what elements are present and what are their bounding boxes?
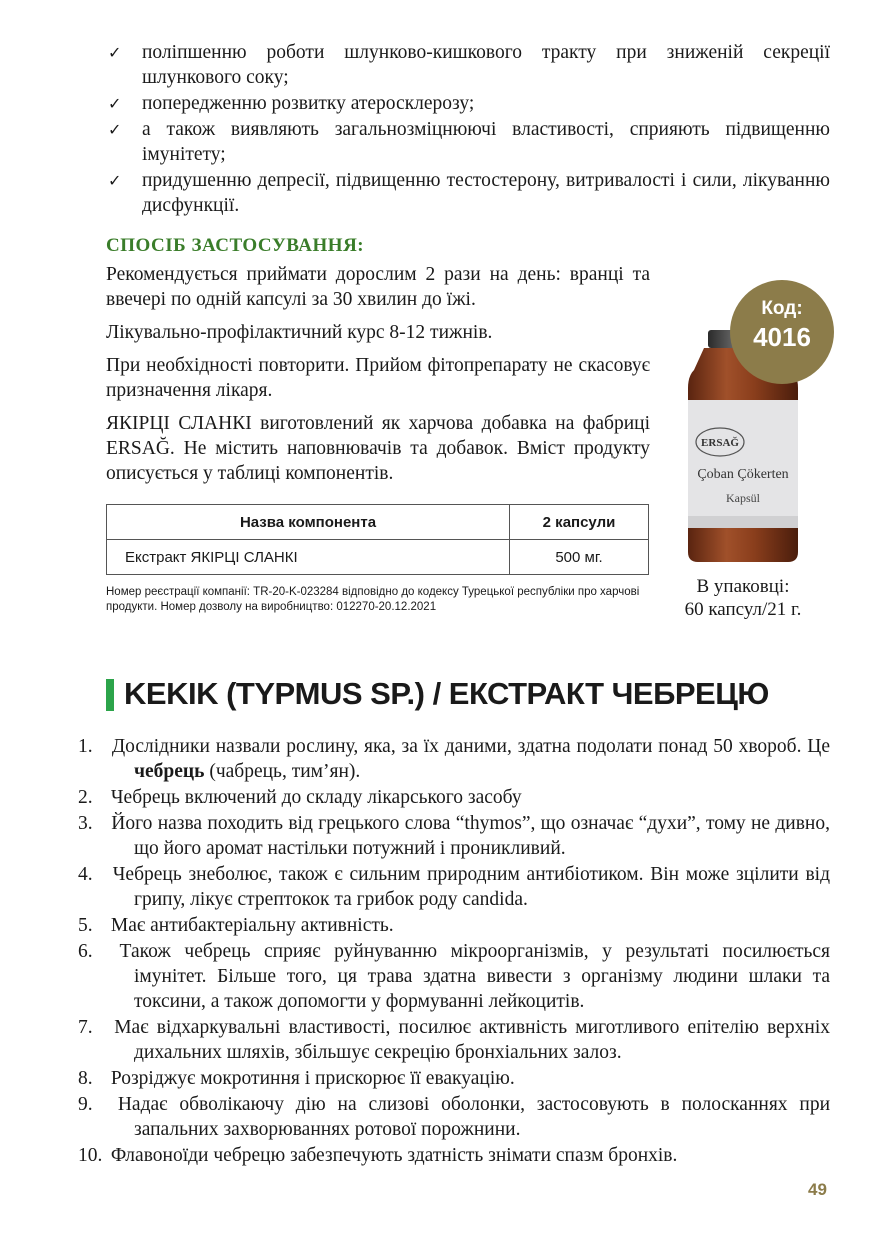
method-paragraph: ЯКІРЦІ СЛАНКІ виготовлений як харчова добавка на фабриці ERSAĞ. Не містить наповнювачів та добавок. Вміст продукту описується у таблиці компонентів. [106,413,650,484]
method-text [106,262,650,494]
table-cell-dose: 500 мг. [510,540,649,575]
table-header-row [107,505,649,540]
bottle-product-type: Kapsül [726,491,760,505]
checkmark-icon: ✓ [108,43,122,62]
check-item: ✓ поліпшенню роботи шлунково-кишкового тракту при зниженій секреції шлункового соку; [108,42,830,88]
table-header-dose: 2 капсули [510,505,649,540]
list-item: 7. Має відхаркувальні властивості, посилює активність миготливого епітелію верхніх дихальних шляхів, збільшує секрецію бронхіальних залоз. [78,1017,831,1063]
list-item: 2. Чебрець включений до складу лікарського засобу [78,787,522,808]
checkmark-icon: ✓ [108,120,122,139]
section-title: KEKIK (TYPMUS SP.) / ЕКСТРАКТ ЧЕБРЕЦЮ [124,676,769,711]
check-item: ✓ придушенню депресії, підвищенню тестостерону, витривалості і сили, лікуванню дисфункції. [108,170,830,216]
table-header-name: Назва компонента [107,505,510,540]
list-item: 5. Має антибактеріальну активність. [78,915,394,936]
list-item: 3. Його назва походить від грецького слова “thymos”, що означає “духи”, тому не дивно, що його аромат настільки потужний і проникливий. [78,813,830,859]
list-item: 8. Розріджує мокротиння і прискорює її евакуацію. [78,1068,515,1089]
package-info [668,575,818,621]
check-item: ✓ попередженню розвитку атеросклерозу; [108,93,475,114]
list-item: 9. Надає обволікаючу дію на слизові оболонки, застосовують в полосканнях при запальних захворюваннях ротової порожнини. [78,1094,831,1140]
method-paragraph: Лікувально-профілактичний курс 8-12 тижнів. [106,322,493,343]
code-number: 4016 [753,322,811,352]
check-item: ✓ а також виявляють загальнозміцнюючі властивості, сприяють підвищенню імунітету; [108,119,830,165]
list-item: 10. Флавоноїди чебрецю забезпечують здатність знімати спазм бронхів. [78,1145,678,1166]
checkmark-icon: ✓ [108,94,122,113]
product-code-badge [730,280,834,384]
checkmark-icon: ✓ [108,171,122,190]
facts-list [78,734,831,1169]
registration-note: Номер реєстрації компанії: TR-20-K-023284 відповідно до кодексу Турецької республіки про харчові продукти. Номер дозволу на виробництво: 012270-20.12.2021 [106,586,640,613]
package-info-line: В упаковці: [696,576,790,597]
method-paragraph: Рекомендується приймати дорослим 2 рази на день: вранці та ввечері по одній капсулі за 30 хвилин до їжі. [106,264,650,310]
section-accent-bar [106,679,114,711]
code-label: Код: [761,298,803,319]
table-row [107,540,649,575]
components-table [106,504,649,575]
method-paragraph: При необхідності повторити. Прийом фітопрепарату не скасовує призначення лікаря. [106,355,650,401]
bottle-brand-text: ERSAĞ [701,437,739,449]
package-info-line: 60 капсул/21 г. [684,599,802,620]
page-number: 49 [808,1180,827,1199]
list-item: 4. Чебрець знеболює, також є сильним природним антибіотиком. Він може зцілити від грипу, лікує стрептокок та грибок роду candida. [78,864,830,910]
method-heading: СПОСІБ ЗАСТОСУВАННЯ: [106,235,365,256]
table-cell-component: Екстракт ЯКІРЦІ СЛАНКІ [107,540,510,575]
benefits-checklist [106,40,830,219]
bottle-product-name: Çoban Çökerten [697,467,789,482]
list-item: 6. Також чебрець сприяє руйнуванню мікроорганізмів, у результаті посилюється імунітет. Більше того, ця трава здатна вивести з організму людини шлаки та токсини, а також допомогти у формуванні лейкоцитів. [78,941,831,1012]
list-item: 1. Дослідники назвали рослину, яка, за їх даними, здатна подолати понад 50 хвороб. Це чебрець (чабрець, тим’ян). [78,736,831,782]
